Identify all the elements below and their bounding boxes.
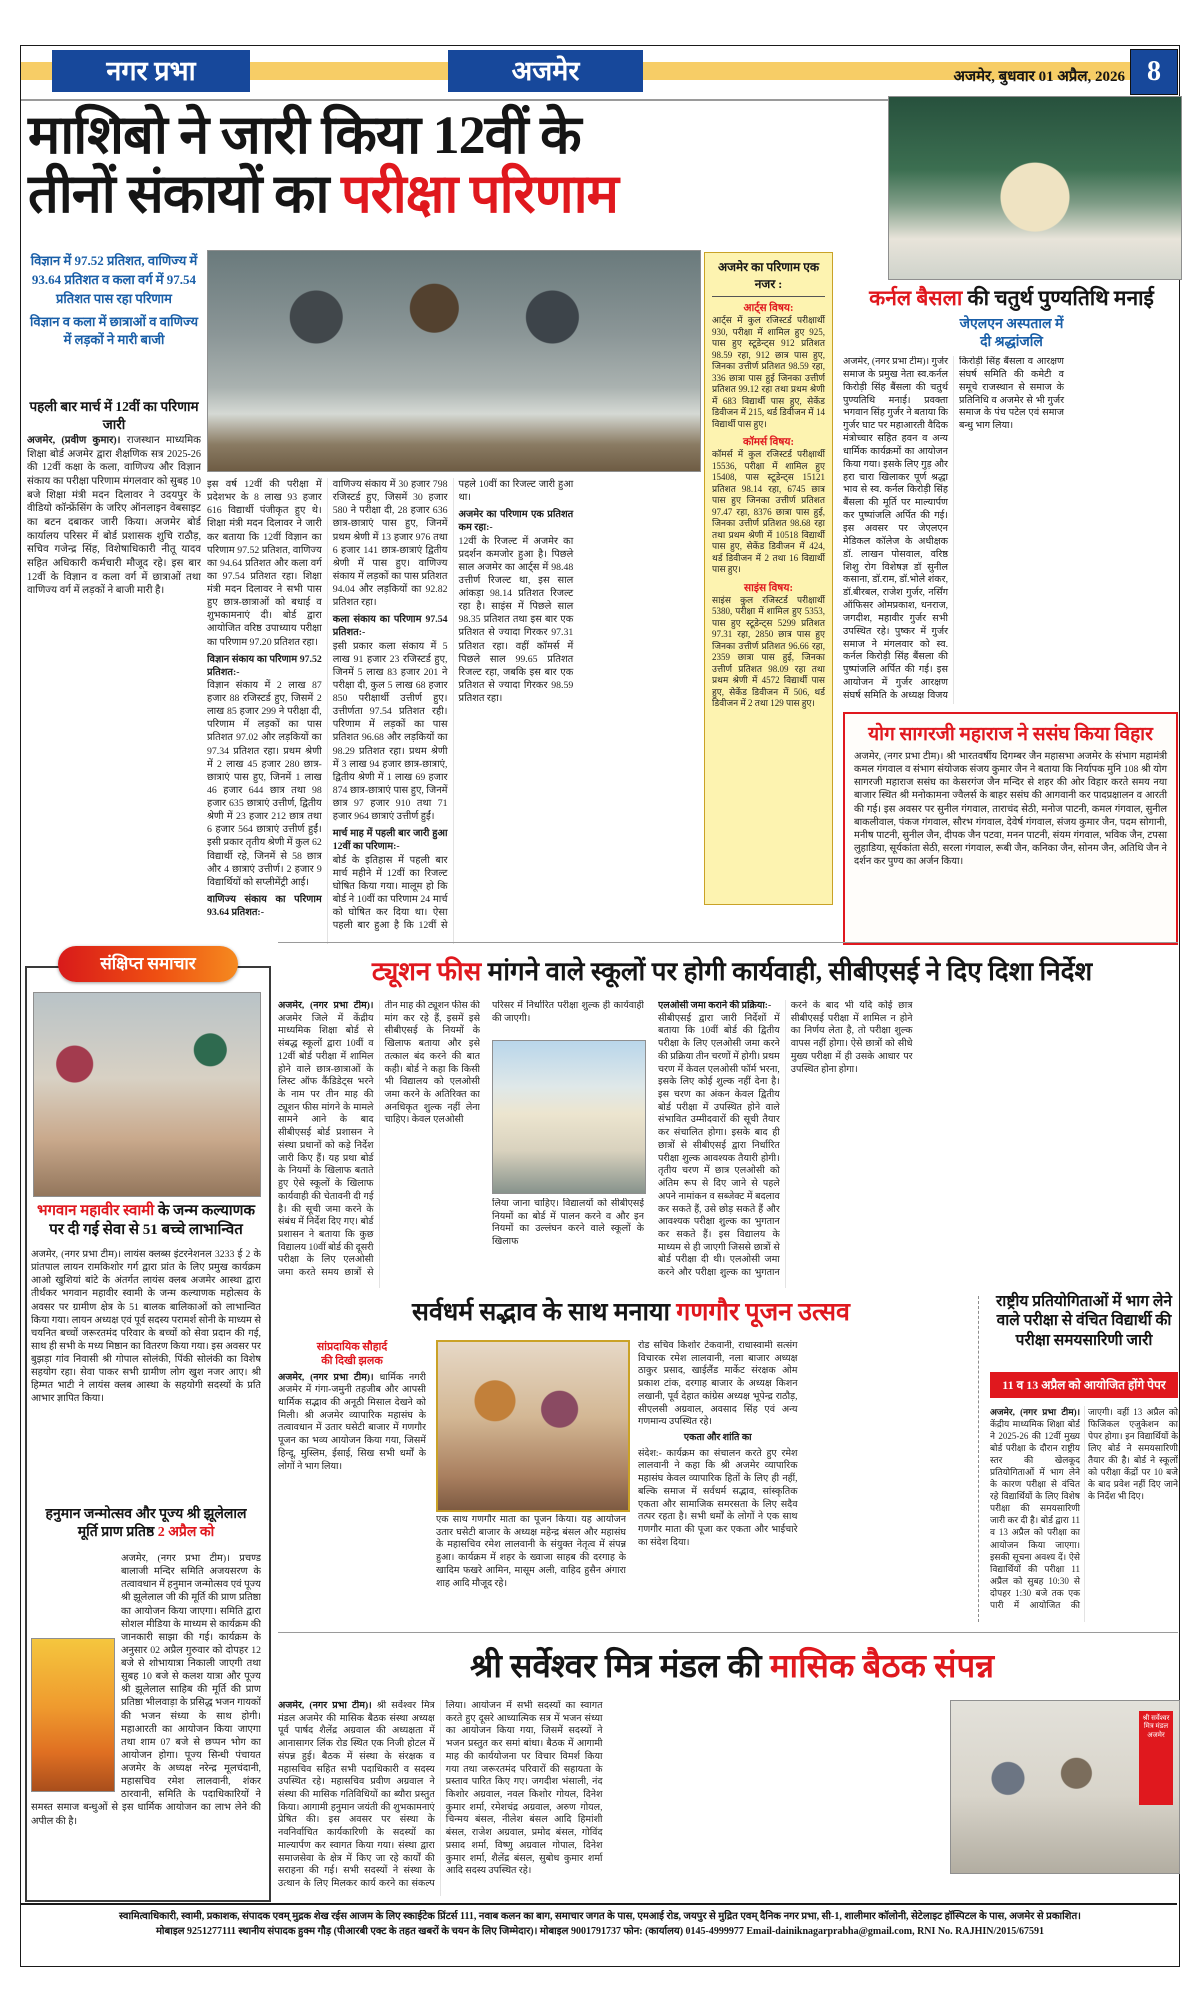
deity-idol-photo [31,1638,115,1792]
baisla-headline [843,284,1180,312]
main-intro: राजस्थान माध्यमिक शिक्षा बोर्ड अजमेर द्वारा शैक्षणिक सत्र 2025-26 की 12वीं कक्षा के कला, वाणिज्य और विज्ञान संकाय का परीक्षा परिणाम मंगलवार को सुबह 10 बजे शिक्षा मंत्री मदन दिलावर ने उदयपुर के वीडियो कॉन्फ्रेंसिंग के जरिए ऑनलाइन वेबसाइट का बटन दबाकर जारी किया। अजमेर बोर्ड कार्यालय परिसर में बोर्ड प्रशासक शुचि राठौड़, सचिव गजेन्द्र सिंह, विशेषाधिकारी नीतू यादव सहित अधिकारी कर्मचारी मौजूद रहे। इस बार 12वीं के विज्ञान व कला वर्ग में छात्राओं तथा वाणिज्य वर्ग में लड़कों ने बाजी मारी है। [27,435,201,597]
sarveshwar-col1: श्री सर्वेश्वर मित्र मंडल अजमेर की मासिक बैठक संस्था अध्यक्ष पूर्व पार्षद शैलेंद्र अग्रवाल की अध्यक्षता में आनासागर लिंक रोड स्थित एक निजी होटल में संपन्न हुई। बैठक में संस्था के संरक्षक व महासचिव सहित सभी पदाधिकारी व सदस्य उपस्थित रहे। महासचिव प्रवीण अग्रवाल ने संस्था की मासिक गतिविधियों का ब्यौरा प्रस्तुत किया। [278,1701,435,1813]
gangaur-headline [286,1294,976,1328]
main-sec5-body: 12वीं के रिजल्ट में अजमेर का प्रदर्शन कमजोर हुआ है। पिछले साल अजमेर का आर्ट्स में 98.48 उत्तीर्ण रिजल्ट था, इस साल आंकड़ा 98.14 प्रतिशत रिजल्ट रहा है। साइंस में पिछले साल 98.35 प्रतिशत तथा इस बार एक प्रतिशत से ज्यादा गिरकर 97.31 प्रतिशत रहा। वहीं कॉमर्स में पिछले साल 99.65 प्रतिशत रिजल्ट रहा, जबकि इस बार एक प्रतिशत से ज्यादा गिरकर 98.59 प्रतिशत रहा। [458,535,574,704]
main-sec1-body: विज्ञान संकाय में 2 लाख 87 हजार 88 रजिस्टर्ड हुए, जिसमें 2 लाख 85 हजार 299 ने परीक्षा दी, परिणाम में लड़कों का पास प्रतिशत 97.02 और लड़कियों का 97.34 प्रतिशत रहा। प्रथम श्रेणी में 2 लाख 45 हजार 280 छात्र-छात्राएं पास हुए, जिनमें 1 लाख 46 हजार 644 छात्र तथा 98 हजार 635 छात्राएं उत्तीर्ण, द्वितीय श्रेणी में 23 हजार 212 छात्र तथा 6 हजार 564 छात्राएं उत्तीर्ण हुईं। इसी प्रकार तृतीय श्रेणी में कुल 62 विद्यार्थी रहे, जिनमें से 58 छात्र और 4 छात्राएं उत्तीर्ण। 2 हजार 9 विद्यार्थियों को सप्लीमेंट्री आई। [207,679,322,888]
gangaur-col2-text: एक साथ गणगौर माता का पूजन किया। यह आयोजन उतार घसेटी बाजार के अध्यक्ष महेन्द्र बंसल और महासंघ के महासचिव रमेश लालवानी के संयुक्त नेतृत्व में संपन्न हुआ। कार्यक्रम में शहर के ख्वाजा साहब की दरगाह के खादिम फखरे आमिन, मासूम अली, वाहिद हुसैन अंगारा शाह आदि मौजूद रहे। [436,1515,626,1589]
main-deck-line1: विज्ञान में 97.52 प्रतिशत, वाणिज्य में 93.64 प्रतिशत व कला वर्ग में 97.54 प्रतिशत पास रहा परिणाम [30,253,198,306]
city-name: अजमेर [511,56,580,86]
main-headline-line2-black: तीनों संकायों का [28,164,341,225]
main-sec3-body: इसी प्रकार कला संकाय में 5 लाख 91 हजार 23 रजिस्टर्ड हुए, जिनमें 5 लाख 83 हजार 201 ने परीक्षा दी, कुल 5 लाख 68 हजार 850 परीक्षार्थी उत्तीर्ण हुए। उत्तीर्णता 97.54 प्रतिशत रही। परिणाम में लड़कों का पास प्रतिशत 96.68 और लड़कियों का 98.29 प्रतिशत रहा। प्रथम श्रेणी में 3 लाख 94 हजार छात्र-छात्राएं, द्वितीय श्रेणी में 1 लाख 69 हजार 874 छात्र-छात्राएं पास हुए, जिनमें छात्र 97 हजार 910 तथा 71 हजार 964 छात्राएं उत्तीर्ण हुईं। [332,640,448,823]
footer [28,1910,1172,1939]
gangaur-headline-red: गणगौर पूजन उत्सव [676,1299,850,1326]
main-headline [28,106,828,225]
baisla-subhead: जेएलएन अस्पताल में दी श्रद्धांजलि [959,317,1064,351]
sarveshwar-col4: जगदीश भंसाली, नंद किशोर अग्रवाल, नवल किशोर गोयल, दिनेश कुमार शर्मा, रमेशचंद्र अग्रवाल, अरुण गोयल, चिन्मय बंसल, नीलेश बंसल आदि हिमांशी बंसल, राजेश अग्रवाल, प्रमोद बंसल, गोविंद प्रसाद शर्मा, विष्णु अग्रवाल गोपाल, दिनेश कुमार शर्मा, शैलेंद्र बंसल, सुबोध कुमार शर्मा आदि सदस्य उपस्थित रहे। [445,1777,603,1877]
result-box-science-text: साइंस कुल रजिस्टर्ड परीक्षार्थी 5380, परीक्षा में शामिल हुए 5353, पास हुए स्टूडेन्ट्स 5299 प्रतिशत 97.31 रहा, 2850 छात्र पास हुए जिनका उत्तीर्ण प्रतिशत 96.66 रहा, 2359 छात्रा पास हुई, जिनका उत्तीर्ण प्रतिशत 98.09 रहा तथा प्रथम श्रेणी में 4572 विद्यार्थी पास हुए, सेकेंड डिवीजन में 506, थर्ड डिवीजन में 2 तथा 129 पास हुए। [712,594,825,709]
baisla-body: अजमेर, (नगर प्रभा टीम)। गुर्जर समाज के प्रमुख नेता स्व.कर्नल किरोड़ी सिंह बैंसला की चतुर्थ पुण्यतिथि मनाई। प्रवक्ता भगवान सिंह गुर्जर ने बताया कि गुर्जर घाट पर महाआरती वैदिक मंत्रोच्चार सहित हवन व अन्य धार्मिक कार्यक्रमों का आयोजन किया गया। इसके लिए गुड़ और हरा चारा खिलाकर पूर्ण श्रद्धा भाव से स्व. कर्नल किरोड़ी सिंह बैंसला की मूर्ति पर माल्यार्पण कर पुष्पांजलि अर्पित की गई। इस अवसर पर जेएलएन मेडिकल कॉलेज के अधीक्षक डॉ. लाखन पोसवाल, वरिष्ठ शिशु रोग विशेषज्ञ डॉ सुनील कसाना, डॉ.राम, डॉ.भोले शंकर, डॉ.बीरबल, राजेश गुर्जर, नर्सिंग ऑफिसर ओमप्रकाश, धनराज, जगदीश, महावीर गुर्जर सभी उपस्थित रहे। पुष्कर में गुर्जर समाज ने मंगलवार को स्व. कर्नल किरोड़ी सिंह बैंसला की पुष्पांजलि अर्पित की गई। इस आयोजन में गुर्जर आरक्षण संघर्ष समिति के अध्यक्ष विजय किरोड़ी सिंह बैंसला व आरक्षण संघर्ष समिति की कमेटी व समूचे राजस्थान से समाज के प्रतिनिधि व अजमेर से भी गुर्जर समाज के पंच पटेल एवं समाज बन्धु भाग लिया। [843,356,1064,701]
yog-sagar-headline: योग सागरजी महाराज ने ससंघ किया विहार [868,724,1153,745]
main-deck-line2: विज्ञान व कला में छात्राओं व वाणिज्य में लड़कों ने मारी बाजी [29,313,199,348]
gangaur-col1-text: धार्मिक नगरी अजमेर में गंगा-जमुनी तहजीब और आपसी धार्मिक सद्भाव की अनूठी मिसाल देखने को मिली। श्री अजमेर व्यापारिक महासंघ के तत्वावधान में उतार घसेटी बाजार में गणगौर पूजन का भव्य आयोजन किया गया, जिसमें हिन्दू, मुस्लिम, ईसाई, सिख सभी धर्मों के लोगों ने भाग लिया। [278,1372,426,1472]
main-kicker: पहली बार मार्च में 12वीं का परिणाम जारी [29,399,199,432]
gangaur-gathering-photo [436,1340,630,1512]
sarveshwar-photo-sign: श्री सर्वेश्वर मित्र मंडल अजमेर [1139,1711,1173,1805]
main-headline-line2 [28,165,828,224]
sarveshwar-top-rule [278,1632,1178,1633]
gangaur-unity-head: एकता और शांति का [683,1433,752,1444]
mahavir-headline-red: भगवान महावीर स्वामी [36,1203,155,1219]
gangaur-col3-text: रोड सचिव किशोर टेकवानी, राधास्वामी सत्संग विचारक रमेश लालवानी, नला बाजार अध्यक्ष ठाकुर प्रसाद, खाईलैंड मार्केट संरक्षक ओम प्रकाश टांक, दरगाह बाजार के अध्यक्ष किशन लखानी, पूर्व देहात कांग्रेस अध्यक्ष भूपेन्द्र राठौड़, सीएलसी अग्रवाल, अवसाद सिंह एवं अन्य गणमान्य उपस्थित रहे। [638,1341,798,1428]
gangaur-right-cols [638,1340,968,1622]
main-body1: इस वर्ष 12वीं की परीक्षा में प्रदेशभर के 8 लाख 93 हजार 616 विद्यार्थी पंजीकृत हुए थे। शिक्षा मंत्री मदन दिलावर ने जारी कर बताया कि 12वीं विज्ञान का परिणाम 97.52 प्रतिशत, वाणिज्य का 94.64 प्रतिशत और कला वर्ग का 97.54 प्रतिशत रहा। शिक्षा मंत्री मदन दिलावर ने सभी पास हुए छात्र-छात्राओं को बधाई व शुभकामनाएं दी। बोर्ड द्वारा आयोजित वरिष्ठ उपाध्याय परीक्षा का परिणाम 97.20 प्रतिशत रहा। [207,479,322,648]
result-box-science-head: साइंस विषय: [744,582,793,594]
sarveshwar-headline-red: मासिक बैठक संपन्न [769,1649,995,1685]
footer-line2: मोबाइल 9251277111 स्थानीय संपादक हुक्म गौड़ (पीआरबी एक्ट के तहत खबरों के चयन के लिए जिम्मेदार)। मोबाइल 9001791737 फोन: (कार्यालय) 0145-4999977 Email-dainiknagarprabha@gmail.com, RNI No. RAJHIN/2015/67591 [155,1925,1045,1937]
hanuman-body: अजमेर, (नगर प्रभा टीम)। प्रचण्ड बालाजी मन्दिर समिति अजयसरण के तत्वावधान में हनुमान जन्मोत्सव एवं पूज्य श्री झूलेलाल जी की मूर्ति की प्राण प्रतिष्ठा का आयोजन किया जाएगा। समिति द्वारा सोशल मीडिया के माध्यम से कार्यक्रम की जानकारी साझा की गई। कार्यक्रम के अनुसार 02 अप्रैल गुरुवार को दोपहर 12 बजे से शोभायात्रा निकाली जाएगी तथा सुबह 10 बजे से कलश यात्रा और पूज्य श्री झूलेलाल साहिब की मूर्ति की प्राण प्रतिष्ठा भीलवाड़ा के प्रसिद्ध भजन गायकों की भजन संध्या के साथ होगी। महाआरती का आयोजन किया जाएगा तथा शाम 07 बजे से छप्पन भोग का आयोजन होगा। पूज्य सिन्धी पंचायत अजमेर के अध्यक्ष नरेन्द्र मूलचंदानी, महासचिव रमेश लालवानी, शंकर ठारवानी, समिति के पदाधिकारियों ने समस्त समाज बन्धुओं से इस धार्मिक आयोजन का लाभ लेने की अपील की है। [31,1553,261,1827]
sarveshwar-body-block [278,1700,938,1896]
page-number-box [1130,49,1178,95]
main-sec3-head: कला संकाय का परिणाम 97.54 प्रतिशत:- [332,614,448,639]
cbse-headline [286,952,1178,988]
dateline: अजमेर, बुधवार 01 अप्रैल, 2026 [953,69,1125,85]
cbse-headline-black: मांगने वाले स्कूलों पर होगी कार्यवाही, सीबीएसई ने दिए दिशा निर्देश [481,957,1093,986]
main-sec2-head: वाणिज्य संकाय का परिणाम 93.64 प्रतिशत:- [207,893,322,918]
national-body-block [990,1406,1178,1622]
sarveshwar-meeting-photo [950,1700,1180,1874]
main-headline-line1: माशिबो ने जारी किया 12वीं के [28,105,581,165]
city-banner [448,50,643,92]
result-box-commerce-head: कॉमर्स विषय: [743,437,794,449]
main-sec4-body: बोर्ड के इतिहास में पहली बार मार्च महीने में 12वीं का रिजल्ट घोषित किया गया। मालूम हो कि बोर्ड ने 10वीं का परिणाम 24 मार्च को घोषित कर दिया था। ऐसा पहली बार हुआ है कि 12वीं से पहले 10वीं का रिजल्ट जारी हुआ था। [332,479,574,932]
main-sec5-head: अजमेर का परिणाम एक प्रतिशत कम रहा:- [458,509,574,534]
mahavir-headline-black2: पर दी गई सेवा से 51 बच्चे लाभान्वित [49,1221,243,1238]
main-byline: अजमेर, (प्रवीण कुमार)। [27,435,121,446]
press-conference-photo [207,250,701,472]
cbse-byline: अजमेर, (नगर प्रभा टीम)। [278,1001,374,1011]
cbse-left-cols [278,1000,480,1288]
national-body: केंद्रीय माध्यमिक शिक्षा बोर्ड ने 2025-26 की 12वीं मुख्य बोर्ड परीक्षा के दौरान राष्ट्रीय स्तर की खेलकूद प्रतियोगिताओं में भाग लेने के कारण परीक्षा से वंचित रहे विद्यार्थियों के लिए विशेष परीक्षा की समयसारिणी जारी कर दी है। बोर्ड द्वारा 11 व 13 अप्रैल को परीक्षा का आयोजन किया जाएगा। इसकी सूचना अवश्य दें। ऐसे विद्यार्थियों की परीक्षा 11 अप्रैल को सुबह 10:30 से दोपहर 1:30 बजे तक एक पारी में आयोजित की जाएगी। वहीं 13 अप्रैल को फिजिकल एजुकेशन का पेपर होगा। इन विद्यार्थियों के लिए बोर्ड ने समयसारिणी तैयार की है। बोर्ड ने स्कूलों को परीक्षा केंद्रों पर 10 बजे के बाद प्रवेश नहीं दिए जाने के निर्देश भी दिए। [990,1407,1178,1610]
briefs-photo [33,992,261,1197]
hanuman-headline-line2: मूर्ति प्राण प्रतिष्ठ [77,1525,158,1541]
yog-sagar-body: अजमेर, (नगर प्रभा टीम)। श्री भारतवर्षीय दिगम्बर जैन महासभा अजमेर के संभाग महामंत्री कमल गंगवाल व संभाग संयोजक संजय कुमार जैन ने बताया कि निर्यापक मुनि 108 श्री योग सागरजी महाराज ससंघ का केसरगंज जैन मन्दिर से शहर की ओर विहार करते समय नया बाजार स्थित श्री मनोकामना ज्वैलर्स के बाहर ससंघ की आगवानी कर पादप्रक्षालन व आरती की गई। इस अवसर पर सुनील गंगवाल, ताराचंद सेठी, मनोज पाटनी, कमल गंगवाल, सुनील बाकलीवाल, पंकज गंगवाल, सौरभ गंगवाल, देवेर्ष गंगवाल, संजय कुमार जैन, पदम सोगानी, मनीष पाटनी, सुनील जैन, दीपक जैन पटवा, मनन पाटनी, संयम गंगवाल, भविक जैन, टपसा लुहाडिया, सूर्यकांता सेठी, सरला गंगवाल, रूबी जैन, कनिका जैन, सोनम जैन, अतिथि जैन ने दर्शन कर पुण्य का अर्जन किया। [854,751,1167,867]
national-headline: राष्ट्रीय प्रतियोगिताओं में भाग लेने वाले परीक्षा से वंचित विद्यार्थी की परीक्षा समयसारिणी जारी [995,1293,1173,1349]
mahavir-body: अजमेर, (नगर प्रभा टीम)। लायंस क्लब्स इंटरनेशनल 3233 ई 2 के प्रांतपाल लायन रामकिशोर गर्ग द्वारा प्रांत के लिए प्रमुख कार्यक्रम आओ खुशियां बांटे के अंतर्गत लायंस क्लब अजमेर आस्था द्वारा तीर्थंकर भगवान महावीर स्वामी के जन्म कल्याणक महोत्सव के अवसर पर ग्रामीण क्षेत्र के 51 बालक बालिकाओं को लाभान्वित किया गया। लायन अध्यक्ष एवं पूर्व सदस्य परामर्श सोनी के माध्यम से चयनित बच्चों जरूरतमंद परिवार के बच्चों को सेवा प्रदान की गई, साथ ही सभी के मध्य मिष्ठान का वितरण किया गया। इस अवसर पर बुझड़ा गांव निवासी श्री गोपाल सोलंकी, पिंकी सोलंकी का विशेष सहयोग रहा। सेवा पाकर सभी ग्रामीण लोग खुश नजर आए। श्री हिम्मत भाटी ने लायंस क्लब आस्था के सहयोगी सदस्यों के प्रति आभार ज्ञापित किया। [31,1249,261,1405]
sarveshwar-col2: आगामी हनुमान जयंती की शुभकामनाएं प्रेषित की। इस अवसर पर संस्था के नवनिर्वाचित कार्यकारिणी के सदस्यों का माल्यार्पण कर स्वागत किया गया। संस्था द्वारा समाजसेवा के क्षेत्र में किए जा रहे कार्यों की सराहना की गई। सभी सदस्यों ने संस्था के उत्थान के लिए मिलकर कार्य करने का संकल्प लिया। [278,1701,467,1890]
baisla-headline-red: कर्नल बैसला [869,286,963,310]
gangaur-headline-black: सर्वधर्म सद्भाव के साथ मनाया [412,1299,677,1326]
footer-rule [21,1903,1177,1905]
hanuman-body-block [31,1552,261,1892]
masthead-title: नगर प्रभा [106,56,196,86]
result-box-title: अजमेर का परिणाम एक नजर : [712,258,825,297]
baisla-headline-black: की चतुर्थ पुण्यतिथि मनाई [962,286,1154,310]
page-number: 8 [1147,56,1161,87]
cbse-subhead: एलओसी जमा कराने की प्रक्रिया:- [658,1001,772,1011]
main-sec1-head: विज्ञान संकाय का परिणाम 97.52 प्रतिशत:- [207,653,322,678]
result-box [704,252,833,905]
mahavir-headline-black1: के जन्म कल्याणक [154,1203,256,1219]
national-banner: 11 व 13 अप्रैल को आयोजित होंगे पेपर [990,1372,1178,1398]
cbse-col5: तृतीय चरण में छात्र एलओसी को अंतिम रूप से दिए जाने से पहले अपने नामांकन व सब्जेक्ट में बदलाव कर सकते हैं, उसे छोड़ सकते हैं और आवश्यक परीक्षा शुल्क का भुगतान कर सकते हैं। इस विद्यालय के माध्यम से ही जाएगी जिससे छात्रों से बोर्ड परीक्षा दी थी। एलओसी जमा करने और परीक्षा शुल्क का भुगतान करने के बाद भी यदि कोई छात्र सीबीएसई परीक्षा में शामिल न होने का निर्णय लेता है, तो परीक्षा शुल्क वापस नहीं होगा। ऐसे छात्रों को सीधे मुख्य परीक्षा में ही उसके आधार पर उपस्थित होना होगा। [658,1001,913,1279]
footer-line1: स्वामित्वाधिकारी, स्वामी, प्रकाशक, संपादक एवम् मुद्रक शेख रईस आजम के लिए स्काईटेक प्रिंटर्स 111, नवाब कलन का बाग, समाचार जगत के पास, एमआई रोड, जयपुर से मुद्रित एवम् दैनिक नगर प्रभा, सी-1, शालीमार कॉलोनी, सेटेलाइट हॉस्पिटल के पास, अजमेर से प्रकाशित। [119,1911,1081,1922]
mahavir-headline [31,1202,261,1240]
gangaur-col1 [278,1340,426,1622]
main-deck [27,252,201,350]
result-box-arts-text: आर्ट्स में कुल रजिस्टर्ड परीक्षार्थी 930, परीक्षा में शामिल हुए 925, पास हुए स्टूडेन्ट्स 912 प्रतिशत 98.59 रहा, 912 छात्र पास हुए, जिनका उत्तीर्ण प्रतिशत 98.59 रहा, 336 छात्रा पास हुई जिनका उत्तीर्ण प्रतिशत 99.12 रहा तथा प्रथम श्रेणी में 683 विद्यार्थी पास हुए, सेकेंड डिवीजन में 215, थर्ड डिवीजन में 14 विद्यार्थी पास हुए। [712,315,825,429]
briefs-banner: संक्षिप्त समाचार [58,946,238,982]
baisla-body-block [843,356,1180,704]
main-sec4-head: मार्च माह में पहली बार जारी हुआ 12वीं का परिणाम:- [332,828,448,853]
result-box-arts-head: आर्ट्स विषय: [743,303,794,314]
mahavir-body-block [31,1248,261,1500]
yog-sagar-box [843,712,1178,945]
main-sec2-body: वाणिज्य संकाय में 30 हजार 798 रजिस्टर्ड हुए, जिसमें 30 हजार 580 ने परीक्षा दी, 28 हजार 636 छात्र-छात्राएं पास हुए, जिनमें प्रथम श्रेणी में 13 हजार 976 तथा 6 हजार 141 छात्र-छात्राएं द्वितीय श्रेणी में पास हुए। वाणिज्य संकाय में लड़कों का पास प्रतिशत 94.04 और लड़कियों का 92.82 प्रतिशत रहा। [332,479,448,609]
gangaur-subhead2: की दिखी झलक [321,1355,383,1368]
cbse-headline-red: ट्यूशन फीस [371,957,482,986]
result-box-commerce-text: कॉमर्स में कुल रजिस्टर्ड परीक्षार्थी 15536, परीक्षा में शामिल हुए 15408, पास स्टूडेन्ट्स 15121 प्रतिशत 98.14 रहा, 6745 छात्र पास हुए जिनका उत्तीर्ण प्रतिशत 97.47 रहा, 8376 छात्रा पास हुई, जिनका उत्तीर्ण प्रतिशत 98.68 रहा तथा प्रथम श्रेणी में 10518 विद्यार्थी पास हुए, सेकेंड डिवीजन में 424, थर्ड डिवीजन में 2 तथा 16 विद्यार्थी पास हुए। [712,449,825,575]
baisla-tribute-photo [888,96,1182,280]
hanuman-headline-line1: हनुमान जन्मोत्सव और पूज्य श्री झूलेलाल [45,1507,247,1522]
cbse-col1: अजमेर जिले में केंद्रीय माध्यमिक शिक्षा बोर्ड से संबद्ध स्कूलों द्वारा 10वीं व 12वीं बोर्ड परीक्षा में शामिल होने वाले छात्र-छात्राओं के लिस्ट ऑफ कैंडिडेट्स भरने के नाम पर तीन माह की ट्यूशन फीस मांगने के मामले सामने आने के बाद सीबीएसई बोर्ड प्रशासन ने संस्था प्रधानों को कड़े निर्देश जारी किए हैं। यह प्रथा बोर्ड के नियमों के खिलाफ बताते हुए ऐसे स्कूलों के खिलाफ कार्यवाही की चेतावनी दी गई है। [278,1013,374,1215]
sarveshwar-headline-black: श्री सर्वेश्वर मित्र मंडल की [469,1649,770,1685]
cbse-right-cols [658,1000,1178,1288]
gangaur-subhead1: सांप्रदायिक सौहार्द [316,1341,388,1353]
cbse-office-photo [492,1040,646,1194]
main-left-column [27,434,201,944]
national-byline: अजमेर, (नगर प्रभा टीम)। [990,1407,1080,1417]
cbse-under-photo-text: लिया जाना चाहिए। विद्यालयों को सीबीएसई नियमों का बोर्ड में पालन करने व और इन नियमों का उल्लंघन करने वाले स्कूलों के खिलाफ [492,1199,644,1248]
sarveshwar-col3: आयोजन में सभी सदस्यों का स्वागत करते हुए दूसरे आध्यात्मिक सत्र में भजन संध्या का आयोजन किया गया, जिसमें सदस्यों ने भजन प्रस्तुत कर समां बांधा। बैठक में आगामी माह की कार्ययोजना पर विचार विमर्श किया गया तथा जरूरतमंद परिवारों की सहायता के प्रस्ताव पारित किए गए। [445,1701,603,1788]
cbse-above-photo-text: परिसर में निर्धारित परीक्षा शुल्क ही कार्यवाही की जाएगी। [492,1001,644,1024]
cbse-top-rule [278,942,1178,943]
hanuman-headline [31,1506,261,1542]
main-headline-line2-red: परीक्षा परिणाम [340,164,618,225]
hanuman-headline-red: 2 अप्रैल को [157,1525,215,1541]
masthead [52,50,250,92]
cbse-col2: की सूची जमा करने के संबंध में निर्देश दिए गए। बोर्ड प्रशासन ने बताया कि कुछ विद्यालय 10वीं बोर्ड की दूसरी परीक्षा के लिए एलओसी जमा करते समय छात्रों से तीन माह की ट्यूशन फीस की मांग कर रहे हैं, इसमें इसे सीबीएसई के नियमों के खिलाफ बताया और इसे तत्काल बंद करने की बात कही। बोर्ड ने कहा कि किसी भी विद्यालय को एलओसी जमा करने के अतिरिक्त का अनधिकृत शुल्क नहीं लेना चाहिए। केवल एलओसी [278,1001,480,1279]
gangaur-byline: अजमेर, (नगर प्रभा टीम)। [278,1372,374,1383]
sarveshwar-byline: अजमेर, (नगर प्रभा टीम)। [278,1701,372,1711]
main-body-block [207,478,699,944]
gangaur-national-divider [978,1296,979,1622]
sarveshwar-headline [286,1642,1178,1687]
cbse-col4: सीबीएसई द्वारा जारी निर्देशों में बताया कि 10वीं बोर्ड की द्वितीय परीक्षा के लिए एलओसी जमा करने की प्रक्रिया तीन चरणों में होगी। प्रथम चरण में केवल एलओसी फॉर्म भरना, इसके लिए कोई शुल्क नहीं देना है। इस चरण का अंकन केवल द्वितीय बोर्ड परीक्षा में उपस्थित होने वाले संभावित उम्मीदवारों की सूची तैयार कर संचालित होगा। इसके बाद ही छात्रों से सीबीएसई द्वारा निर्धारित परीक्षा शुल्क आवश्यक तैयारी होगी। [658,1013,780,1164]
gangaur-col4-text: संदेश:- कार्यक्रम का संचालन करते हुए रमेश लालवानी ने कहा कि श्री अजमेर व्यापारिक महासंघ केवल व्यापारिक हितों के लिए ही नहीं, बल्कि समाज में सर्वधर्म सद्भाव, सांस्कृतिक एकता और सामाजिक समरसता के लिए सदैव तत्पर रहता है। सभी धर्मों के लोगों ने एक साथ गणगौर माता की पूजा कर एकता और भाईचारे का संदेश दिया। [638,1448,798,1548]
